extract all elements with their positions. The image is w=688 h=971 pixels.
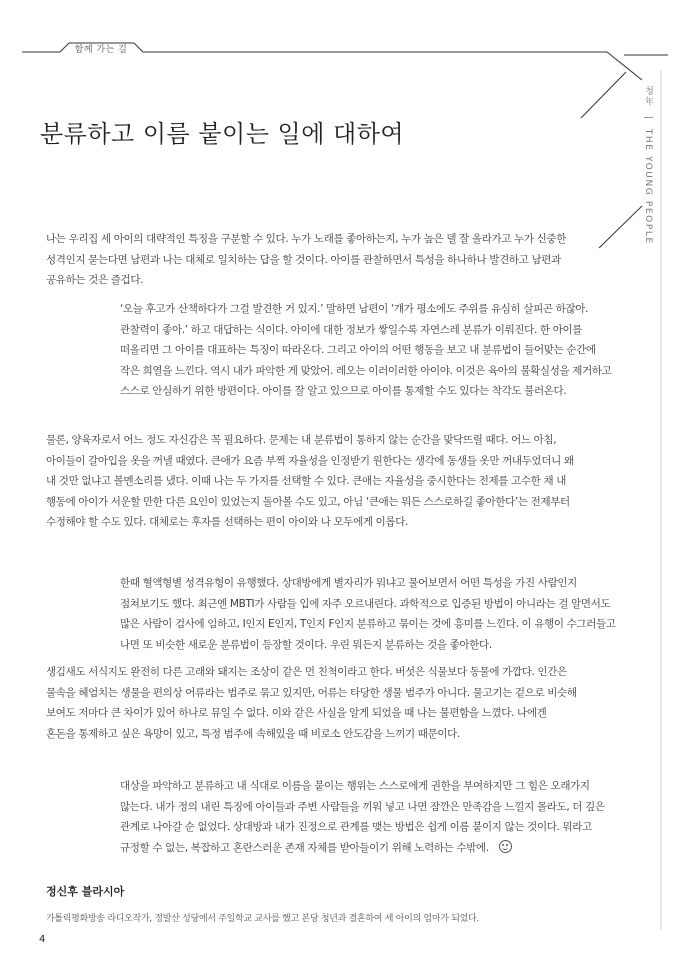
magazine-side-label (641, 86, 655, 245)
side-label-korean: 청年 (643, 86, 653, 108)
smiley-icon (499, 840, 512, 853)
author-name: 정신후 블라시아 (46, 885, 125, 898)
article-paragraph-1: 나는 우리집 세 아이의 대략적인 특징을 구분할 수 있다. 누가 노래를 좋아하는지, 누가 높은 델 잘 올라가고 누가 신중한 성격인지 묻는다면 남편과 나는 대체로 일치하는 답을 할 것이다. 아이를 관찰하면서 특성을 하나하나 발견하고 남편과 공유하는 것은 즐겁다. (46, 233, 567, 286)
article-paragraph-4: 한때 혈액형별 성격유형이 유행했다. 상대방에게 별자리가 뭐냐고 물어보면서 어떤 특성을 가진 사람인지 점쳐보기도 했다. 최근엔 MBTI가 사람들 입에 자주 오르내린다. 과학적으로 입증된 방법이 아니라는 걸 알면서도 많은 사람이 검사에 임하고, I인지 E인지, T인지 F인지 분류하고 묶이는 것에 흥미를 느낀다. 이 유행이 수그러들고 나면 또 비슷한 새로운 분류법이 등장할 것이다. 우린 뭐든지 분류하는 것을 좋아한다. (120, 577, 616, 651)
section-label: 함께 가는 길 (74, 45, 128, 55)
side-label-separator: | (643, 115, 653, 121)
article-paragraph-5: 생김새도 서식지도 완전히 다른 고래와 돼지는 조상이 같은 먼 친척이라고 한다. 버섯은 식물보다 동물에 가깝다. 인간은 물속을 헤엄치는 생물을 편의상 어류라는 범주로 묶고 있지만, 어류는 타당한 생물 범주가 아니다. 물고기는 겉으로 비슷해 보여도 저마다 큰 차이가 있어 하나로 뮤일 수 없다. 이와 같은 사실을 알게 되었을 때 나는 불편함을 느꼈다. 나에겐 혼돈을 통제하고 싶은 욕망이 있고, 특정 범주에 속해있을 때 비로소 안도감을 느끼기 때문이다. (46, 666, 577, 740)
page-number: 4 (39, 934, 46, 945)
article-paragraph-3: 물론, 양육자로서 어느 정도 자신감은 꼭 필요하다. 문제는 내 분류법이 통하지 않는 순간을 맞닥뜨릴 때다. 어느 아침, 아이들이 갈아입을 옷을 꺼낼 때였다. 큰애가 요즘 부쩍 자율성을 인정받기 원한다는 생각에 동생들 옷만 꺼내두었더니 왜 내 것만 없냐고 볼멘소리를 냈다. 이때 나는 두 가지를 선택할 수 있다. 큰애는 자율성을 중시한다는 전제를 고수한 채 내 행동에 아이가 서운할 만한 다른 요인이 있었는지 돌아볼 수도 있고, 아님 ‘큰애는 뭐든 스스로하길 좋아한다’는 전제부터 수정해야 할 수도 있다. 대체로는 후자를 선택하는 편이 아이와 나 모두에게 이롭다. (46, 434, 574, 528)
article-paragraph-6 (120, 776, 618, 858)
article-paragraph-2: ‘오늘 후고가 산책하다가 그걸 발견한 거 있지.’ 말하면 남편이 ‘걔가 평소에도 주위를 유심히 살피곤 하잖아. 관찰력이 좋아.’ 하고 대답하는 식이다. 아이에 대한 정보가 쌓일수록 자연스레 분류가 이뤄진다. 한 아이를 떠올리면 그 아이를 대표하는 특징이 따라온다. 그리고 아이의 어떤 행동을 보고 내 분류법이 들어맞는 순간에 작은 희열을 느낀다. 역시 내가 파악한 게 맞았어. 레오는 이러이러한 아이야. 이것은 육아의 불확실성을 제거하고 스스로 안심하기 위한 방편이다. 아이를 잘 알고 있으므로 아이를 통제할 수도 있다는 착각도 불러온다. (120, 303, 612, 397)
side-label-english: THE YOUNG PEOPLE (643, 128, 653, 245)
author-bio: 가톨릭평화방송 라디오작가, 정발산 성당에서 주일학교 교사를 했고 본당 청년과 결혼하여 세 아이의 엄마가 되었다. (46, 914, 479, 924)
article-title: 분류하고 이름 붙이는 일에 대하여 (40, 120, 405, 148)
article-paragraph-6-text: 대상을 파악하고 분류하고 내 식대로 이름을 붙이는 행위는 스스로에게 권한을 부여하지만 그 힘은 오래가지 않는다. 내가 정의 내린 특징에 아이들과 주변 사람들을 끼워 넣고 나면 잠깐은 만족감을 느낄지 몰라도, 더 깊은 관계로 나아갈 순 없었다. 상대방과 내가 진정으로 관계를 맺는 방법은 쉽게 이름 붙이지 않는 것이다. 뭐라고 규정할 수 없는, 복잡하고 혼란스러운 존재 자체를 받아들이기 위해 노력하는 수밖에. (120, 780, 605, 854)
